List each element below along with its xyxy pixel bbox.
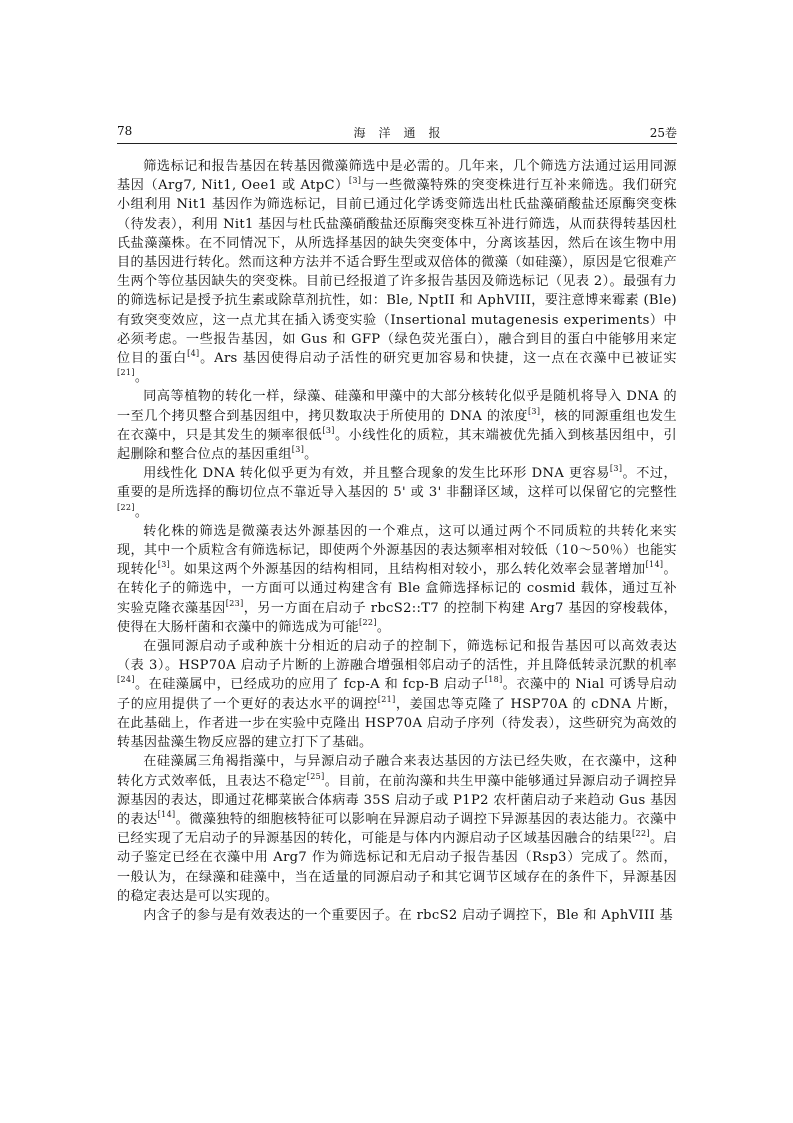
text-run: 。如果这两个外源基因的结构相同，且结构相对较小，那么转化效率会显著增加	[170, 562, 646, 578]
text-run: 。Ars 基因使得启动子活性的研究更加容易和快捷，这一点在衣藻中已被证实	[199, 351, 677, 367]
text-run: 。	[134, 370, 149, 386]
volume-label: 25卷	[649, 126, 677, 140]
citation-ref: [22]	[632, 829, 650, 839]
text-run: 。	[134, 504, 149, 520]
text-run: 在硅藻属三角褐指藻中，与异源启动子融合来表达基因的方法已经失败，在衣藻中，这种转化方式效率低，且表达不稳定	[117, 754, 677, 789]
body-paragraph	[117, 157, 677, 387]
citation-ref: [3]	[609, 464, 623, 474]
text-run: 。	[376, 619, 391, 635]
header-rule	[117, 143, 677, 144]
citation-ref: [24]	[117, 675, 135, 685]
text-run: 与一些微藻特殊的突变株进行互补来筛选。我们研究小组利用 Nit1 基因作为筛选标记，目前已通过化学诱变筛选出杜氏盐藻硝酸盐还原酶突变株（待发表），利用 Nit1 基因与杜氏盐藻硝酸盐还原酶突变株互补进行筛选，从而获得转基因杜氏盐藻藻株。在不同情况下，从所选择基因的缺失突变体中，分离该基因，然后在该生物中用目的基因进行转化。然而这种方法并不适合野生型或双倍体的微藻（如硅藻），原因是它很难产生两个等位基因缺失的突变株。目前已经报道了许多报告基因及筛选标记（见表 2）。最强有力的筛选标记是授予抗生素或除草剂抗性，如：Ble, NptII 和 AphVIII，要注意博来霉素 (Ble) 有致突变效应，这一点尤其在插入诱变实验（Insertional mutagenesis experiments）中必须考虑。一些报告基因，如 Gus 和 GFP（绿色荧光蛋白），融合到目的蛋白中能够用来定位目的蛋白	[117, 178, 677, 367]
citation-ref: [3]	[527, 406, 541, 416]
citation-ref: [25]	[306, 771, 325, 781]
citation-ref: [18]	[484, 675, 503, 685]
body-paragraph	[117, 752, 677, 906]
text-run: 。小线性化的质粒，其末端被优先插入到核基因组中，引起删除和整合位点的基因重组	[117, 427, 678, 463]
text-run: 筛选标记和报告基因在转基因微藻筛选中是必需的。几年来，几个筛选方法通过运用同源基因（Arg7, Nit1, Oee1 或 AtpC）	[117, 159, 677, 194]
citation-ref: [22]	[117, 502, 135, 512]
citation-ref: [4]	[187, 349, 200, 359]
text-run: 。启动子鉴定已经在衣藻中用 Arg7 作为筛选标记和无启动子报告基因（Rsp3）完成了。然而，一般认为，在绿藻和硅藻中，当在适量的同源启动子和其它调节区域存在的条件下，异源基因的稳定表达是可以实现的。	[117, 831, 677, 904]
citation-ref: [21]	[377, 694, 396, 704]
text-run: 用线性化 DNA 转化似乎更为有效，并且整合现象的发生比环形 DNA 更容易	[143, 466, 610, 482]
body-paragraph	[117, 637, 677, 752]
text-run: 。目前，在前沟藻和共生甲藻中能够通过异源启动子调控异源基因的表达，即通过花椰菜嵌合体病毒 35S 启动子或 P1P2 农杆菌启动子来趋动 Gus 基因的表达	[117, 773, 677, 827]
citation-ref: [3]	[157, 560, 171, 570]
citation-ref: [21]	[117, 368, 135, 378]
text-run: 在强同源启动子或种族十分相近的启动子的控制下，筛选标记和报告基因可以高效表达（表 3）。HSP70A 启动子片断的上游融合增强相邻启动子的活性，并且降低转录沉默的机率	[117, 639, 677, 674]
text-run: ，姜国忠等克隆了 HSP70A 的 cDNA 片断，在此基础上，作者进一步在实验中克隆出 HSP70A 启动子序列（待发表），这些研究为高效的转基因盐藻生物反应器的建立打下了基础。	[117, 696, 677, 751]
citation-ref: [3]	[291, 445, 305, 455]
text-run: 内含子的参与是有效表达的一个重要因子。在 rbcS2 启动子调控下，Ble 和 AphVIII 基	[143, 907, 673, 923]
citation-ref: [14]	[645, 560, 664, 570]
citation-ref: [3]	[322, 425, 335, 435]
citation-ref: [3]	[348, 176, 362, 186]
text-run: ，另一方面在启动子 rbcS2::T7 的控制下构建 Arg7 基因的穿梭载体，使得在大肠杆菌和衣藻中的筛选成为可能	[117, 600, 677, 635]
text-run: 。衣藻中的 Nial 可诱导启动子的应用提供了一个更好的表达水平的调控	[117, 677, 678, 712]
text-run: 。不过，重要的是所选择的酶切位点不靠近导入基因的 5' 或 3' 非翻译区域，这样可以保留它的完整性	[117, 466, 677, 501]
citation-ref: [23]	[225, 598, 244, 608]
text-run: 转化株的筛选是微藻表达外源基因的一个难点，这可以通过两个不同质粒的共转化来实现，其中一个质粒含有筛选标记，即使两个外源基因的表达频率相对较低（10～50％）也能实现转化	[117, 523, 677, 578]
text-run: 同高等植物的转化一样，绿藻、硅藻和甲藻中的大部分核转化似乎是随机将导入 DNA 的一至几个拷贝整合到基因组中，拷贝数取决于所使用的 DNA 的浓度	[117, 389, 677, 424]
text-run: 。	[304, 447, 318, 463]
text-run: ，核的同源重组也发生在衣藻中，只是其发生的频率很低	[117, 408, 677, 443]
running-header	[117, 122, 677, 142]
journal-title: 海洋通报	[353, 126, 454, 140]
body-paragraph	[117, 387, 677, 464]
text-run: 。微藻独特的细胞核特征可以影响在异源启动子调控下异源基因的表达能力。衣藻中已经实现了无启动子的异源基因的转化，可能是与体内内源启动子区域基因融合的结果	[117, 811, 677, 847]
body-paragraph	[117, 906, 677, 925]
citation-ref: [14]	[157, 809, 176, 819]
body-paragraph	[117, 464, 677, 522]
text-run: 。在转化子的筛选中，一方面可以通过构建含有 Ble 盒筛选择标记的 cosmid 载体，通过互补实验克隆衣藻基因	[117, 562, 677, 616]
text-run: 。在硅藻属中，已经成功的应用了 fcp-A 和 fcp-B 启动子	[134, 677, 485, 693]
citation-ref: [22]	[359, 617, 377, 627]
body-paragraph	[117, 522, 677, 637]
page-number: 78	[117, 124, 133, 138]
article-body	[117, 157, 677, 925]
